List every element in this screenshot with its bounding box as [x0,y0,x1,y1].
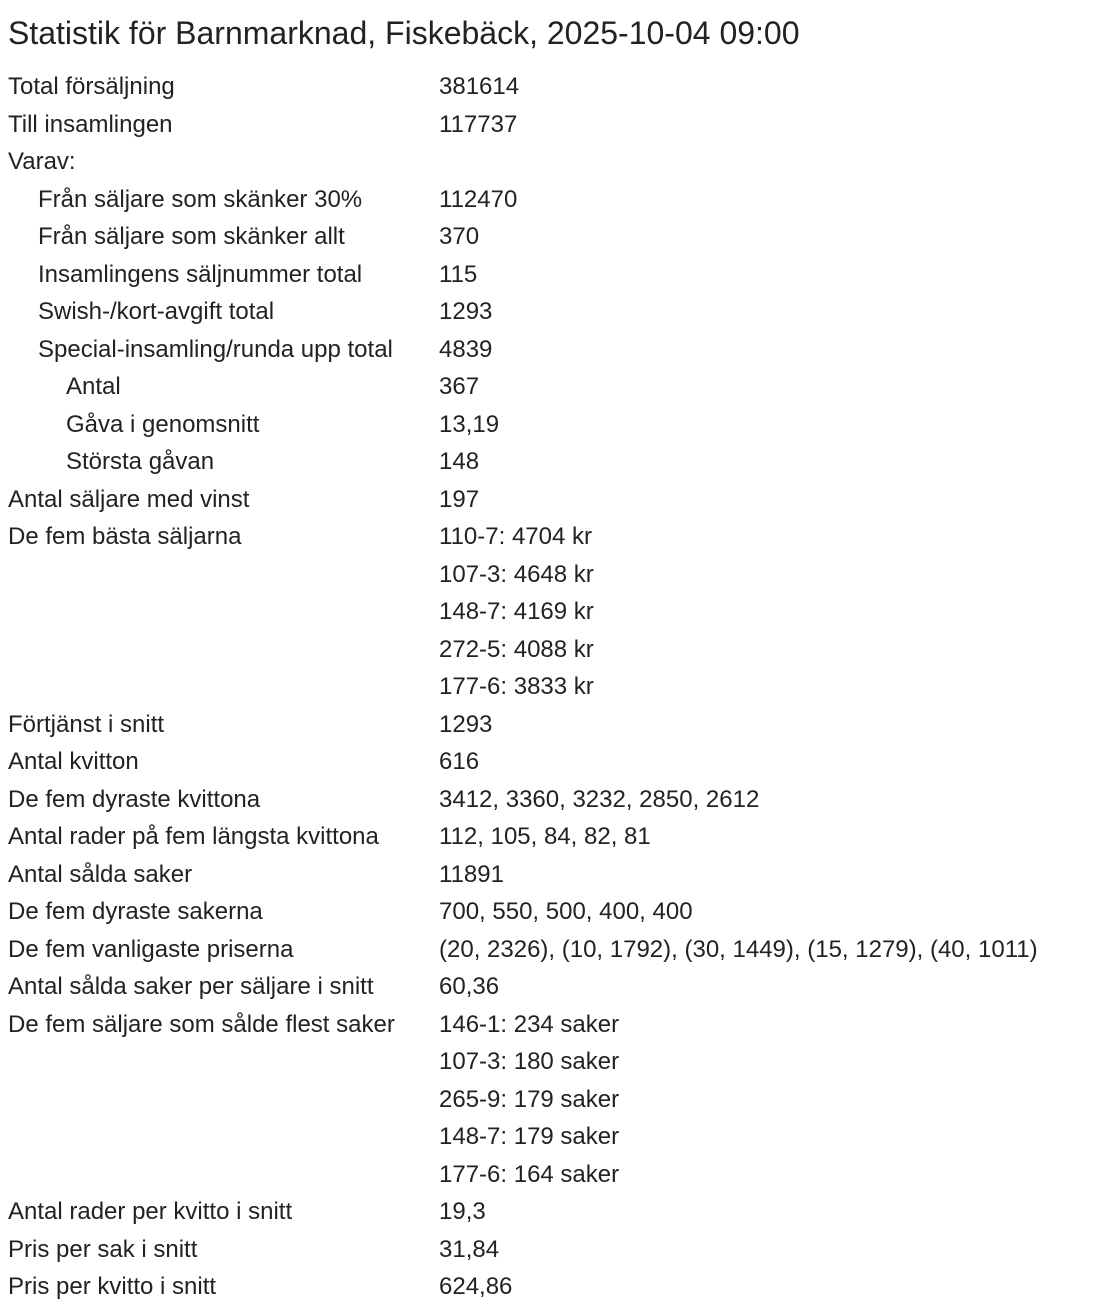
stat-label: De fem säljare som sålde flest saker [8,1010,395,1038]
stat-value: 110-7: 4704 kr [439,523,592,550]
stat-row [8,1006,1100,1044]
stat-value: 112, 105, 84, 82, 81 [439,823,651,850]
stat-value: 3412, 3360, 3232, 2850, 2612 [439,785,760,813]
stat-row [8,331,1100,369]
stat-value: 370 [439,223,480,250]
stat-row [8,143,1100,181]
stat-value: 272-5: 4088 kr [439,635,594,663]
stat-value: 115 [439,260,478,288]
page-title: Statistik för Barnmarknad, Fiskebäck, 2025-10-04 09:00 [8,15,800,51]
stat-value: 13,19 [439,410,500,438]
stat-row [8,406,1100,444]
stat-row [8,556,1100,594]
stat-row [8,818,1100,856]
stat-value: 146-1: 234 saker [439,1010,620,1038]
stat-value: 148-7: 179 saker [439,1123,620,1150]
stat-row [8,1193,1100,1231]
stat-label: Antal rader på fem längsta kvittona [8,823,379,850]
stat-label: De fem bästa säljarna [8,523,242,550]
stat-value: 197 [439,485,480,513]
stat-row [8,443,1100,481]
stat-row [8,668,1100,706]
stat-row [8,293,1100,331]
stat-row [8,481,1100,519]
stat-label: Antal [66,373,121,400]
stat-label: Från säljare som skänker 30% [38,185,363,213]
stat-label: De fem vanligaste priserna [8,935,294,963]
stat-row [8,1231,1100,1269]
stat-label: Special-insamling/runda upp total [38,335,393,363]
stat-value: 117737 [439,110,518,138]
stat-label: Gåva i genomsnitt [66,410,260,438]
stat-row [8,1081,1100,1119]
stat-row [8,368,1100,406]
stat-row [8,1268,1100,1306]
stat-row [8,706,1100,744]
statistics-table [8,68,1100,1306]
stat-value: 700, 550, 500, 400, 400 [439,898,693,925]
stat-value: 177-6: 164 saker [439,1160,620,1188]
stat-label: Antal säljare med vinst [8,485,250,513]
stat-label: Insamlingens säljnummer total [38,260,363,288]
stat-value: 19,3 [439,1198,486,1225]
stat-label: Antal sålda saker per säljare i snitt [8,973,374,1000]
stat-row [8,593,1100,631]
stat-value: (20, 2326), (10, 1792), (30, 1449), (15, 1279), (40, 1011) [439,935,1038,963]
stat-row [8,743,1100,781]
stat-row [8,106,1100,144]
stat-row [8,1156,1100,1194]
stat-value: 11891 [439,860,504,888]
stat-value: 107-3: 180 saker [439,1048,620,1075]
stat-value: 112470 [439,185,518,213]
stat-row [8,68,1100,106]
stat-value: 177-6: 3833 kr [439,673,594,700]
stat-row [8,968,1100,1006]
stat-value: 31,84 [439,1235,500,1263]
stat-label: Största gåvan [66,448,215,475]
stat-value: 148 [439,448,480,475]
stat-value: 367 [439,373,480,400]
stat-label: De fem dyraste kvittona [8,785,261,813]
stat-label: Pris per kvitto i snitt [8,1273,217,1300]
stat-label: Antal sålda saker [8,860,193,888]
stat-label: De fem dyraste sakerna [8,898,263,925]
stat-label: Antal kvitton [8,748,139,775]
stat-label: Pris per sak i snitt [8,1235,198,1263]
stat-row [8,518,1100,556]
stat-label: Total försäljning [8,73,175,100]
stat-label: Swish-/kort-avgift total [38,298,275,325]
stat-value: 624,86 [439,1273,513,1300]
stat-row [8,893,1100,931]
stat-row [8,1118,1100,1156]
stat-row [8,256,1100,294]
stat-value: 4839 [439,335,493,363]
stat-value: 1293 [439,298,493,325]
stat-label: Till insamlingen [8,110,173,138]
stat-value: 265-9: 179 saker [439,1085,620,1113]
stat-value: 60,36 [439,973,500,1000]
stat-row [8,781,1100,819]
stat-row [8,931,1100,969]
stat-value: 1293 [439,710,493,738]
stat-value: 616 [439,748,480,775]
stat-label: Förtjänst i snitt [8,710,165,738]
stat-row [8,856,1100,894]
stat-label: Från säljare som skänker allt [38,223,345,250]
stat-label: Antal rader per kvitto i snitt [8,1198,293,1225]
stat-value: 381614 [439,73,520,100]
stat-row [8,181,1100,219]
stat-label: Varav: [8,148,76,175]
stat-row [8,631,1100,669]
stat-row [8,218,1100,256]
stat-value: 107-3: 4648 kr [439,560,594,588]
stat-value: 148-7: 4169 kr [439,598,594,625]
stat-row [8,1043,1100,1081]
